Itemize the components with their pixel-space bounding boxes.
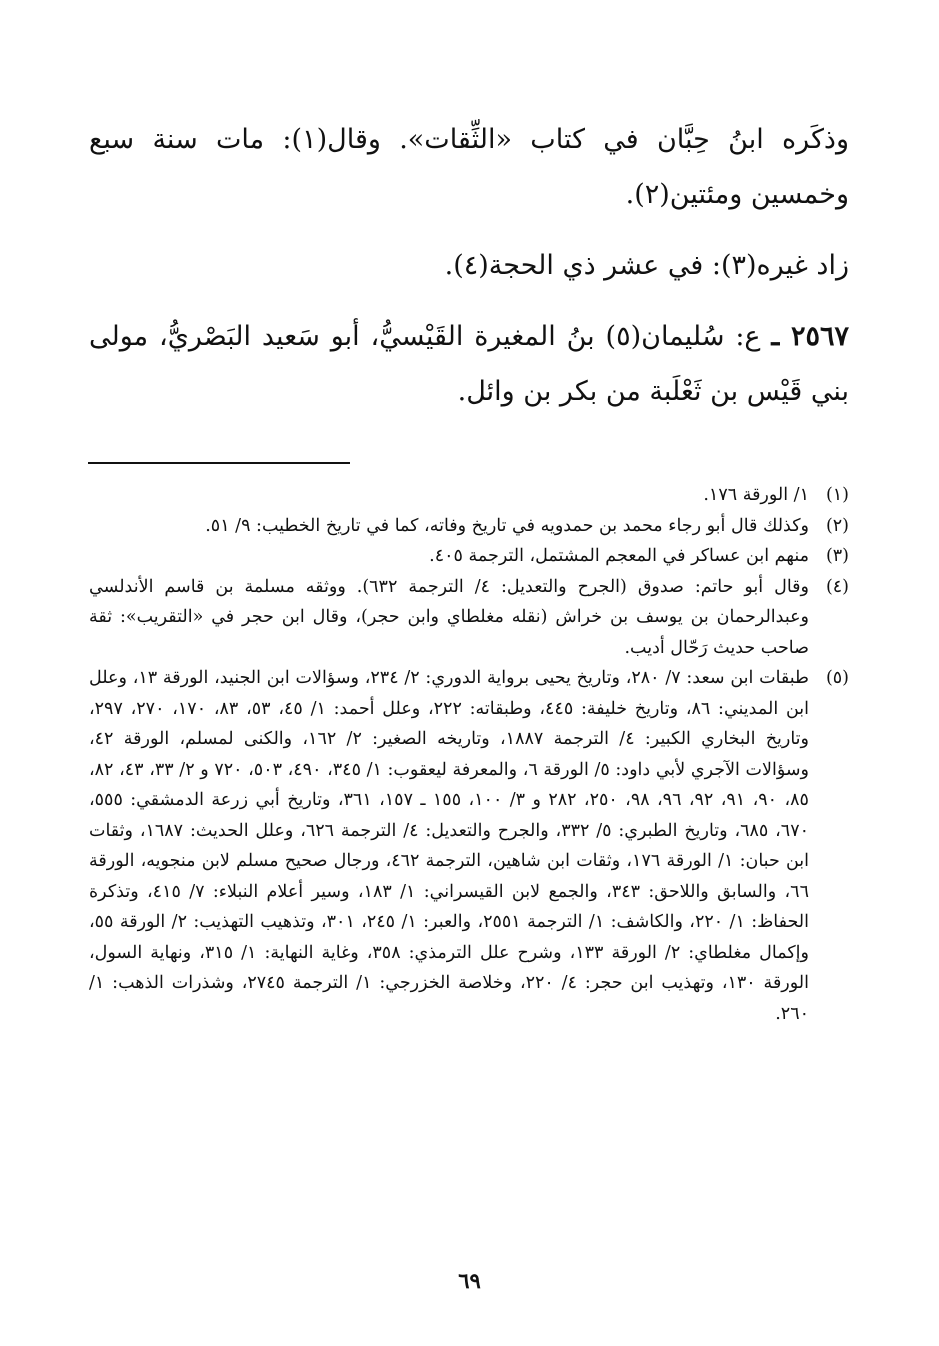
footnote-text: طبقات ابن سعد: ٧/ ٢٨٠، وتاريخ يحيى برواية الدوري: ٢/ ٢٣٤، وسؤالات ابن الجنيد، الورقة ١٣، وعلل ابن المديني: ٨٦، وتاريخ خليفة: ٤٤٥، وطبقاته: ٢٢٢، وعلل أحمد: ١/ ٤٥، ٥٣، ٨٣، ١٧٠، ٢٧٠، ٢٩٧، وتاريخ البخاري الكبير: ٤/ الترجمة ١٨٨٧، وتاريخه الصغير: ٢/ ١٦٢، والكنى لمسلم، الورقة ٤٢، وسؤالات الآجري لأبي داود: ٥/ الورقة ٦، والمعرفة ليعقوب: ١/ ٣٤٥، ٤٩٠، ٥٠٣، ٧٢٠ و ٢/ ٣٣، ٤٣، ٨٢، ٨٥، ٩٠، ٩١، ٩٢، ٩٦، ٩٨، ٢٥٠، ٢٨٢ و ٣/ ١٠٠، ١٥٥ ـ ١٥٧، ٣٦١، وتاريخ أبي زرعة الدمشقي: ٥٥٥، ٦٧٠، ٦٨٥، وتاريخ الطبري: ٥/ ٣٣٢، والجرح والتعديل: ٤/ الترجمة ٦٢٦، وعلل الحديث: ١٦٨٧، وثقات ابن حبان: ١/ الورقة ١٧٦، وثقات ابن شاهين، الترجمة ٤٦٢، ورجال صحيح مسلم لابن منجويه، الورقة ٦٦، والسابق واللاحق: ٣٤٣، والجمع لابن القيسراني: ١/ ١٨٣، وسير أعلام النبلاء: ٧/ ٤١٥، وتذكرة الحفاظ: ١/ ٢٢٠، والكاشف: ١/ الترجمة ٢٥٥١، والعبر: ١/ ٢٤٥، ٣٠١، وتذهيب التهذيب: ٢/ الورقة ٥٥، وإكمال مغلطاي: ٢/ الورقة ١٣٣، وشرح علل الترمذي: ٣٥٨، وغاية النهاية: ١/ ٣١٥، ونهاية السول، الورقة ١٣٠، وتهذيب ابن حجر: ٤/ ٢٢٠، وخلاصة الخزرجي: ١/ الترجمة ٢٧٤٥، وشذرات الذهب: ١/ ٢٦٠. bbox=[89, 668, 810, 1024]
entry-text: ع: سُليمان(٥) بنُ المغيرة القَيْسيُّ، أبو سَعيد البَصْريُّ، مولى بني قَيْس بن ثَعْلَبة من بكر بن وائل. bbox=[89, 321, 849, 407]
paragraph-ibn-hibban: وذكَره ابنُ حِبَّان في كتاب «الثِّقات». وقال(١): مات سنة سبع وخمسين ومئتين(٢). bbox=[89, 124, 849, 210]
footnote-separator bbox=[88, 462, 350, 464]
footnote-2 bbox=[89, 511, 849, 542]
footnote-3 bbox=[89, 541, 849, 572]
footnote-text: وكذلك قال أبو رجاء محمد بن حمدويه في تاريخ وفاته، كما في تاريخ الخطيب: ٩/ ٥١. bbox=[205, 515, 809, 536]
footnote-5 bbox=[89, 663, 849, 1029]
footnote-marker: (٣) bbox=[825, 546, 849, 566]
footnote-1 bbox=[89, 480, 849, 511]
footnote-4 bbox=[89, 572, 849, 664]
main-text bbox=[89, 112, 849, 419]
biography-entry bbox=[89, 309, 849, 419]
footnote-marker: (٤) bbox=[825, 576, 849, 597]
footnotes bbox=[89, 480, 849, 1029]
footnote-marker: (١) bbox=[825, 485, 849, 505]
entry-number: ٢٥٦٧ ـ bbox=[771, 321, 849, 352]
page-number: ٦٩ bbox=[458, 1268, 481, 1293]
paragraph-dhul-hijja: زاد غيره(٣): في عشر ذي الحجة(٤). bbox=[444, 250, 849, 281]
footnote-text: منهم ابن عساكر في المعجم المشتمل، الترجمة ٤٠٥. bbox=[429, 546, 809, 566]
footnote-text: ١/ الورقة ١٧٦. bbox=[703, 485, 809, 505]
footnote-marker: (٥) bbox=[825, 668, 849, 688]
footnote-text: وقال أبو حاتم: صدوق (الجرح والتعديل: ٤/ الترجمة ٦٣٢). ووثقه مسلمة بن قاسم الأندلسي وعبدالرحمان بن يوسف بن خراش (نقله مغلطاي وابن حجر)، وقال ابن حجر في «التقريب»: ثقة صاحب حديث رَحّال أديب. bbox=[89, 576, 809, 658]
footnote-marker: (٢) bbox=[825, 515, 849, 536]
